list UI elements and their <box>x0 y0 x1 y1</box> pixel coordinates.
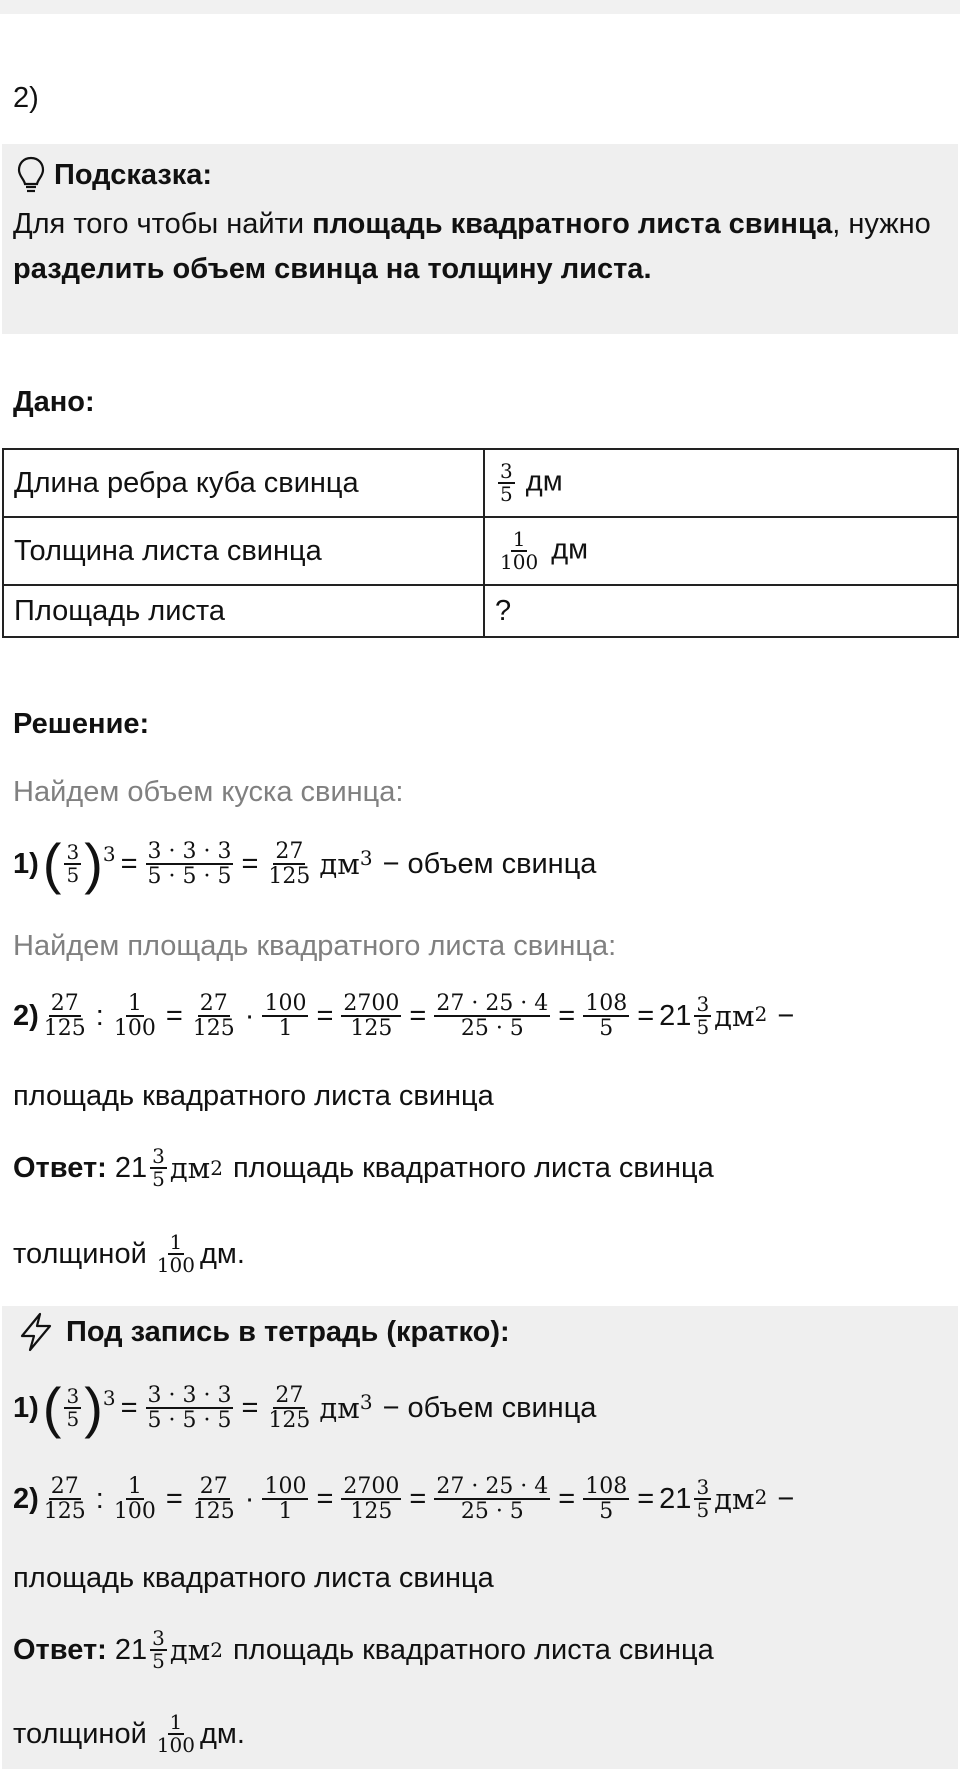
table-row <box>3 585 958 637</box>
given-label: Длина ребра куба свинца <box>3 449 484 517</box>
task-number: 2) <box>13 82 39 114</box>
short-title: Под запись в тетрадь (кратко): <box>16 1312 510 1352</box>
answer-line-2: толщиной $\frac{1}{100}$ дм. <box>13 1230 245 1277</box>
given-title: Дано: <box>13 386 95 418</box>
step1-note: Найдем объем куска свинца: <box>13 776 404 808</box>
given-label: Толщина листа свинца <box>3 517 484 585</box>
solution-title: Решение: <box>13 708 150 740</box>
given-label: Площадь листа <box>3 585 484 637</box>
short-box <box>2 1306 958 1769</box>
short-answer-line-2: толщиной $\frac{1}{100}$ дм. <box>13 1710 245 1757</box>
given-value: $\frac{1}{100}$ дм <box>484 517 958 585</box>
hint-text: Для того чтобы найти площадь квадратного листа свинца, нужно разделить объем свинца на толщину листа. <box>13 208 931 285</box>
hint-box <box>2 144 958 334</box>
given-value: ? <box>484 585 958 637</box>
short-step2-desc: площадь квадратного листа свинца <box>13 1562 494 1594</box>
short-step2-line: 2) $\frac{27}{125}$ : $\frac{1}{100}$ = $\frac{27}{125}$ · $\frac{100}{1}$ = $\frac{2700}{125}$ = $\frac{27 \cdot 25 \cdot 4}{25 \cdot 5}$ = $\frac{108}{5}$ = 21 $\frac{3}{5}$ дм 2 − <box>13 1474 795 1525</box>
table-row <box>3 449 958 517</box>
lightning-icon <box>16 1312 56 1352</box>
answer-line: Ответ: 21 $\frac{3}{5}$ дм 2 площадь квадратного листа свинца <box>13 1144 714 1191</box>
step1-line: 1) ( $\frac{3}{5}$ ) $^3$ = $\frac{3 \cdot 3 \cdot 3}{5 \cdot 5 \cdot 5}$ = $\frac{27}{125}$ дм $^3$ − объем свинца <box>13 832 597 895</box>
table-row <box>3 517 958 585</box>
given-table <box>2 448 959 638</box>
step2-line: 2) $\frac{27}{125}$ : $\frac{1}{100}$ = $\frac{27}{125}$ · $\frac{100}{1}$ = $\frac{2700}{125}$ = $\frac{27 \cdot 25 \cdot 4}{25 \cdot 5}$ = $\frac{108}{5}$ = 21 $\frac{3}{5}$ дм 2 − <box>13 991 795 1042</box>
hint-title: Подсказка: <box>16 156 212 194</box>
short-step1-line: 1) ( $\frac{3}{5}$ ) $^3$ = $\frac{3 \cdot 3 \cdot 3}{5 \cdot 5 \cdot 5}$ = $\frac{27}{125}$ дм $^3$ − объем свинца <box>13 1376 597 1439</box>
given-value: $\frac{3}{5}$ дм <box>484 449 958 517</box>
power-expression: ( $\frac{3}{5}$ ) $^3$ <box>42 832 116 895</box>
step2-desc: площадь квадратного листа свинца <box>13 1080 494 1112</box>
step2-note: Найдем площадь квадратного листа свинца: <box>13 930 617 962</box>
lightbulb-icon <box>16 156 46 194</box>
top-bar <box>0 0 960 14</box>
fraction: $\frac{1}{100}$ <box>500 527 539 574</box>
fraction: $\frac{3}{5}$ <box>500 459 513 506</box>
short-answer-line: Ответ: 21 $\frac{3}{5}$ дм 2 площадь квадратного листа свинца <box>13 1626 714 1673</box>
